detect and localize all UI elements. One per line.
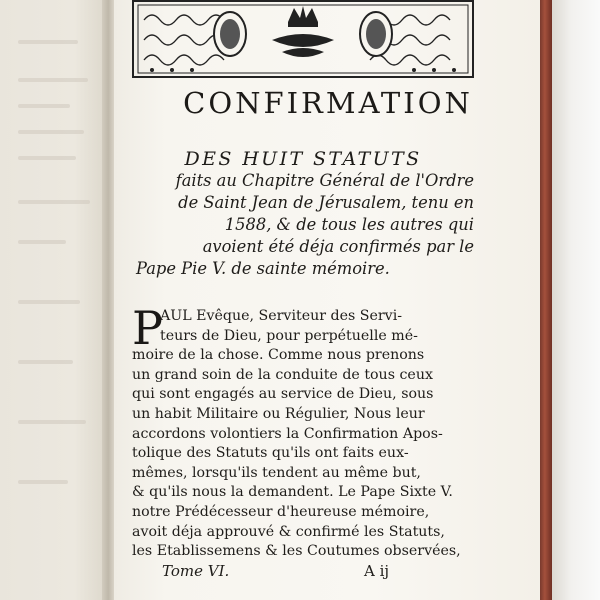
- body-line: un habit Militaire ou Régulier, Nous leur: [132, 405, 425, 422]
- body-line: AUL Evêque, Serviteur des Servi-: [160, 308, 403, 324]
- body-line: avoit déja approuvé & confirmé les Statuts,: [132, 523, 445, 540]
- body-line: mêmes, lorsqu'ils tendent au même but,: [132, 464, 421, 481]
- subtitle-line: faits au Chapitre Général de l'Ordre: [175, 171, 474, 190]
- body-line: moire de la chose. Comme nous prenons: [132, 347, 425, 364]
- body-line: notre Prédécesseur d'heureuse mémoire,: [132, 503, 430, 520]
- subtitle-line: avoient été déja confirmés par le: [202, 237, 474, 256]
- subtitle-block: [132, 148, 474, 280]
- subtitle-line: de Saint Jean de Jérusalem, tenu en: [178, 193, 474, 212]
- body-line: accordons volontiers la Confirmation Apos-: [132, 425, 443, 442]
- subtitle-line: Pape Pie V. de sainte mémoire.: [136, 259, 390, 278]
- body-line: qui sont engagés au service de Dieu, sous: [132, 386, 434, 403]
- body-line: tolique des Statuts qu'ils ont faits eux-: [132, 445, 409, 462]
- body-line: un grand soin de la conduite de tous ceux: [132, 366, 433, 383]
- volume-number: Tome VI.: [162, 562, 230, 580]
- left-facing-page: [0, 0, 106, 600]
- subtitle-line: 1588, & de tous les autres qui: [224, 215, 474, 234]
- body-line: & qu'ils nous la demandent. Le Pape Sixte V.: [132, 484, 453, 501]
- signature-mark: A ij: [364, 562, 390, 580]
- page-footer: [132, 562, 474, 584]
- body-text: [132, 301, 474, 562]
- drop-cap: P: [132, 301, 163, 355]
- body-line: les Etablissemens & les Coutumes observées,: [132, 543, 461, 560]
- page-title: CONFIRMATION: [183, 86, 473, 120]
- subtitle-line: DES HUIT STATUTS: [184, 148, 422, 170]
- ornamental-headband: [132, 0, 474, 78]
- background: [552, 0, 600, 600]
- body-line: teurs de Dieu, pour perpétuelle mé-: [160, 327, 418, 344]
